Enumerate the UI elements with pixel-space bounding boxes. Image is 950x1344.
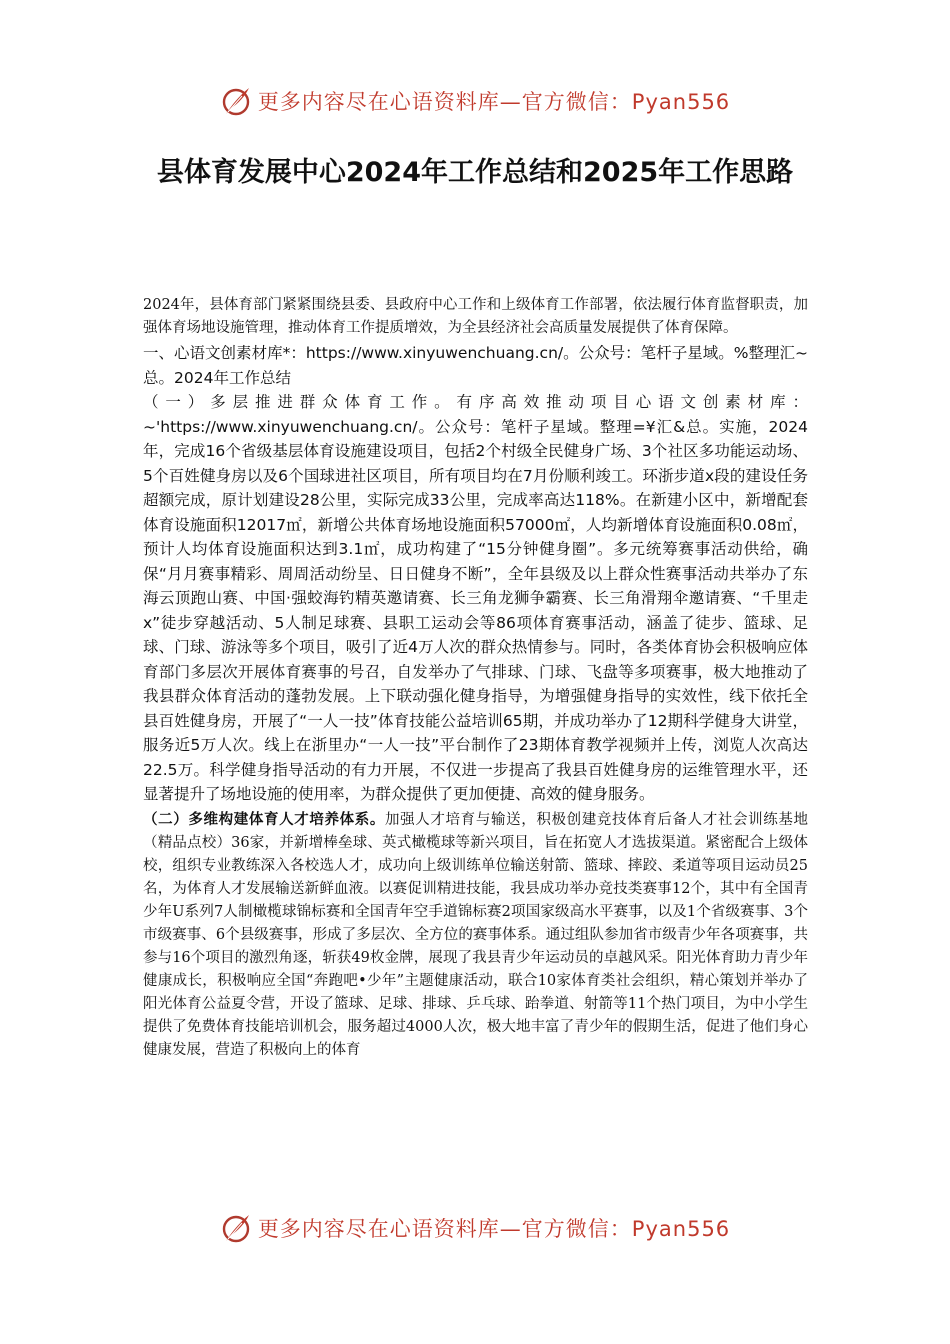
- header-banner: [0, 80, 950, 122]
- footer-banner: [0, 1207, 950, 1249]
- section2-lead: （二）多维构建体育人才培养体系。: [143, 811, 386, 828]
- intro-paragraph: 2024年，县体育部门紧紧围绕县委、县政府中心工作和上级体育工作部署，依法履行体育监督职责，加强体育场地设施管理，推动体育工作提质增效，为全县经济社会高质量发展提供了体育保障。: [143, 297, 808, 336]
- section1-paragraph: （一）多层推进群众体育工作。有序高效推动项目心语文创素材库：~'https://www.xinyuwenchuang.cn/。公众号：笔杆子星域。整理=¥汇&总。实施，2024年，完成16个省级基层体育设施建设项目，包括2个村级全民健身广场、3个社区多功能运动场、5个百姓健身房以及6个国球进社区项目，所有项目均在7月份顺利竣工。环浙步道x段的建设任务超额完成，原计划建设28公里，实际完成33公里，完成率高达118%。在新建小区中，新增配套体育设施面积12017㎡，新增公共体育场地设施面积57000㎡，人均新增体育设施面积0.08㎡，预计人均体育设施面积达到3.1㎡，成功构建了“15分钟健身圈”。多元统筹赛事活动供给，确保“月月赛事精彩、周周活动纷呈、日日健身不断”，全年县级及以上群众性赛事活动共举办了东海云顶跑山赛、中国·强蛟海钓精英邀请赛、长三角龙狮争霸赛、长三角滑翔伞邀请赛、“千里走x”徒步穿越活动、5人制足球赛、县职工运动会等86项体育赛事活动，涵盖了徒步、篮球、足球、门球、游泳等多个项目，吸引了近4万人次的群众热情参与。同时，各类体育协会积极响应体育部门多层次开展体育赛事的号召，自发举办了气排球、门球、飞盘等多项赛事，极大地推动了我县群众体育活动的蓬勃发展。上下联动强化健身指导，为增强健身指导的实效性，线下依托全县百姓健身房，开展了“一人一技”体育技能公益培训65期，并成功举办了12期科学健身大讲堂，服务近5万人次。线上在浙里办“一人一技”平台制作了23期体育教学视频并上传，浏览人次高达22.5万。科学健身指导活动的有力开展，不仅进一步提高了我县百姓健身房的运维管理水平，还显著提升了场地设施的使用率，为群众提供了更加便捷、高效的健身服务。: [143, 393, 808, 803]
- section2-body: 加强人才培育与输送，积极创建竞技体育后备人才社会训练基地（精品点校）36家，并新增棒垒球、英式橄榄球等新兴项目，旨在拓宽人才选拔渠道。紧密配合上级体校，组织专业教练深入各校选人才，成功向上级训练单位输送射箭、篮球、摔跤、柔道等项目运动员25名，为体育人才发展输送新鲜血液。以赛促训精进技能，我县成功举办竞技类赛事12个，其中有全国青少年U系列7人制橄榄球锦标赛和全国青年空手道锦标赛2项国家级高水平赛事，以及1个省级赛事、3个市级赛事、6个县级赛事，形成了多层次、全方位的赛事体系。通过组队参加省市级青少年各项赛事，共参与16个项目的激烈角逐，斩获49枚金牌，展现了我县青少年运动员的卓越风采。阳光体育助力青少年健康成长，积极响应全国“奔跑吧•少年”主题健康活动，联合10家体育类社会组织，精心策划并举办了阳光体育公益夏令营，开设了篮球、足球、排球、乒乓球、跆拳道、射箭等11个热门项目，为中小学生提供了免费体育技能培训机会，服务超过4000人次，极大地丰富了青少年的假期生活，促进了他们身心健康发展，营造了积极向上的体育: [143, 811, 808, 1058]
- banner-text: 更多内容尽在心语资料库—官方微信：Pyan556: [257, 1217, 731, 1241]
- banner-text: 更多内容尽在心语资料库—官方微信：Pyan556: [257, 90, 731, 114]
- part1-heading: 一、心语文创素材库*：https://www.xinyuwenchuang.cn/。公众号：笔杆子星域。%整理汇~总。2024年工作总结: [143, 344, 808, 387]
- document-title: 县体育发展中心2024年工作总结和2025年工作思路: [156, 157, 794, 188]
- quill-logo-icon: [220, 1212, 252, 1244]
- quill-logo-icon: [220, 85, 252, 117]
- section2-paragraph: [143, 809, 808, 1062]
- document-body: [143, 294, 808, 1062]
